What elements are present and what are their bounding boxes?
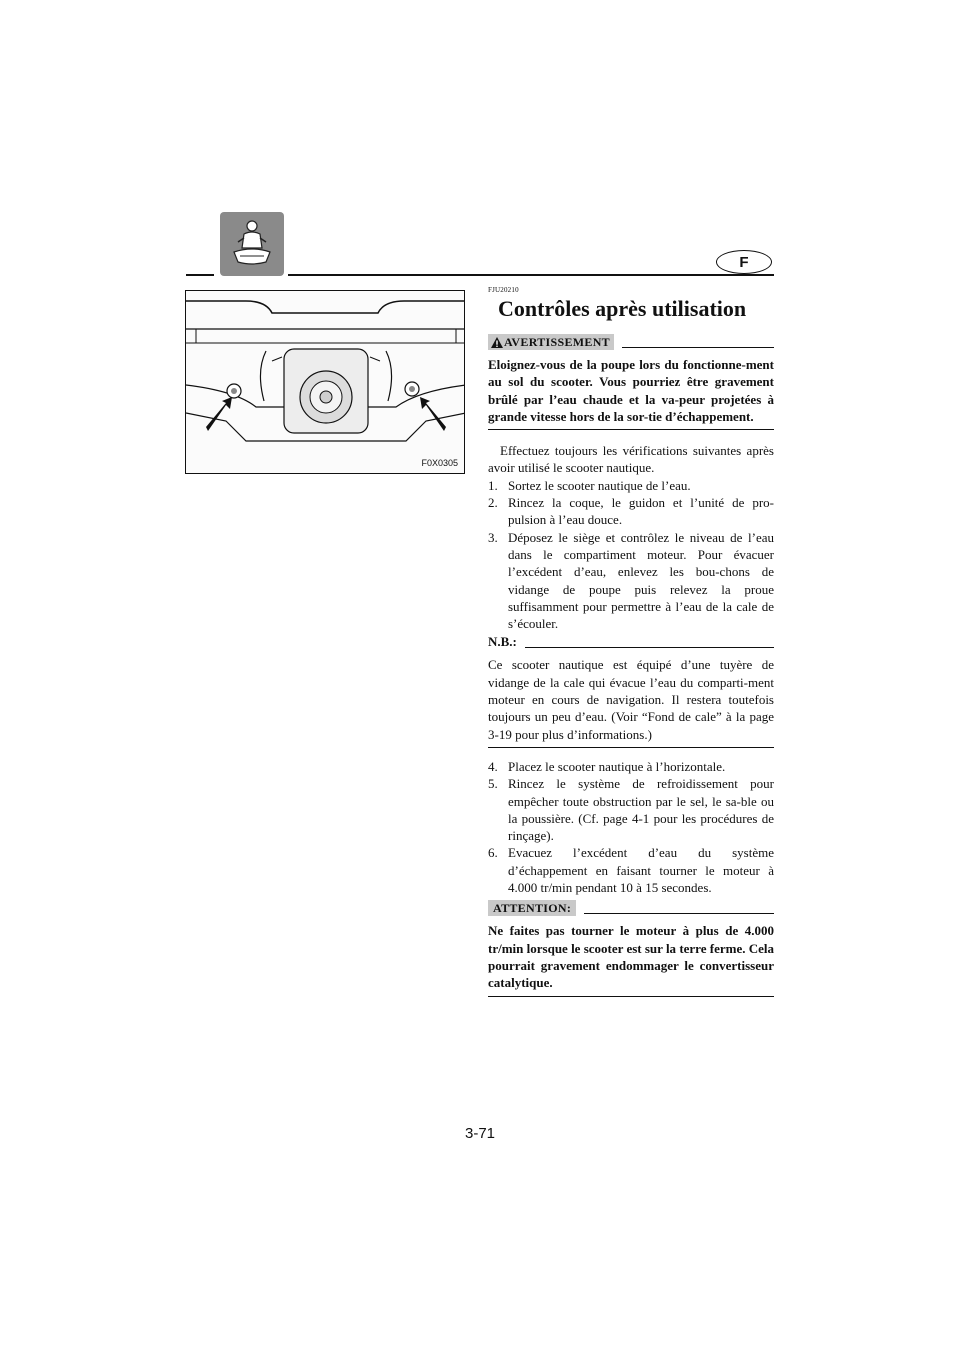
attention-text: Ne faites pas tourner le moteur à plus de 4.000 tr/min lorsque le scooter est sur la terre ferme. Cela pourrait gravement endommager le convertisseur catalytique. [488,916,774,996]
list-item: 3. Déposez le siège et contrôlez le niveau de l’eau dans le compartiment moteur. Pour évacuer l’excédent d’eau, enlevez les bou-chons de vidange de poupe puis relevez la proue suffisamment pour permettre à l’eau de la cale de s’écouler. [488,529,774,632]
attention-rule [584,913,774,914]
list-item: 4. Placez le scooter nautique à l’horizontale. [488,758,726,774]
warning-rule [622,347,774,348]
list-item: 1. Sortez le scooter nautique de l’eau. [488,477,691,493]
page-number: 3-71 [464,1125,496,1142]
attention-label: ATTENTION: [488,900,576,916]
header-rule-left [186,274,214,276]
note-text: Ce scooter nautique est équipé d’une tuyère de vidange de la cale qui évacue l’eau du comparti-ment moteur en cours de navigation. Il restera toutefois toujours un peu d’eau. (Voir “Fond de cale” à la page 3-19 pour plus d’informations.) [488,650,774,747]
document-code: FJU20210 [488,286,519,294]
warning-triangle-icon [490,336,504,349]
page-title: Contrôles après utilisation [498,296,747,321]
language-code: F [739,253,749,271]
note-label: N.B.: [488,634,517,650]
header-rule-right [288,274,774,276]
figure-code: F0X0305 [421,458,458,468]
stern-drain-plugs-illustration [185,290,465,474]
list-item: 2. Rincez la coque, le guidon et l’unité de pro-pulsion à l’eau douce. [488,495,774,528]
intro-paragraph: Effectuez toujours les vérifications suivantes après avoir utilisé le scooter nautique. [488,443,774,476]
note-heading [488,634,774,650]
attention-heading [488,900,774,916]
warning-heading [488,334,774,350]
list-item: 5. Rincez le système de refroidissement pour empêcher toute obstruction par le sel, le sa-ble ou la poussière. (Cf. page 4-1 pour les procédures de rinçage). [488,776,774,844]
steps-list-b [488,758,774,896]
watercraft-rider-icon [220,212,284,276]
content-column [488,286,774,997]
warning-label-box [488,334,614,350]
warning-text: Eloignez-vous de la poupe lors du fonctionne-ment au sol du scooter. Vous pourriez être gravement brûlé par l’eau chaude et la va-peur projetées à grande vitesse hors de la sor-tie d’échappement. [488,350,774,430]
warning-label: AVERTISSEMENT [504,334,610,349]
steps-list-a [488,477,774,633]
list-item: 6. Evacuez l’excédent d’eau du système d’échappement en faisant tourner le moteur à 4.000 tr/min pendant 10 à 15 secondes. [488,845,774,896]
note-rule [525,647,774,648]
language-badge [716,250,772,274]
